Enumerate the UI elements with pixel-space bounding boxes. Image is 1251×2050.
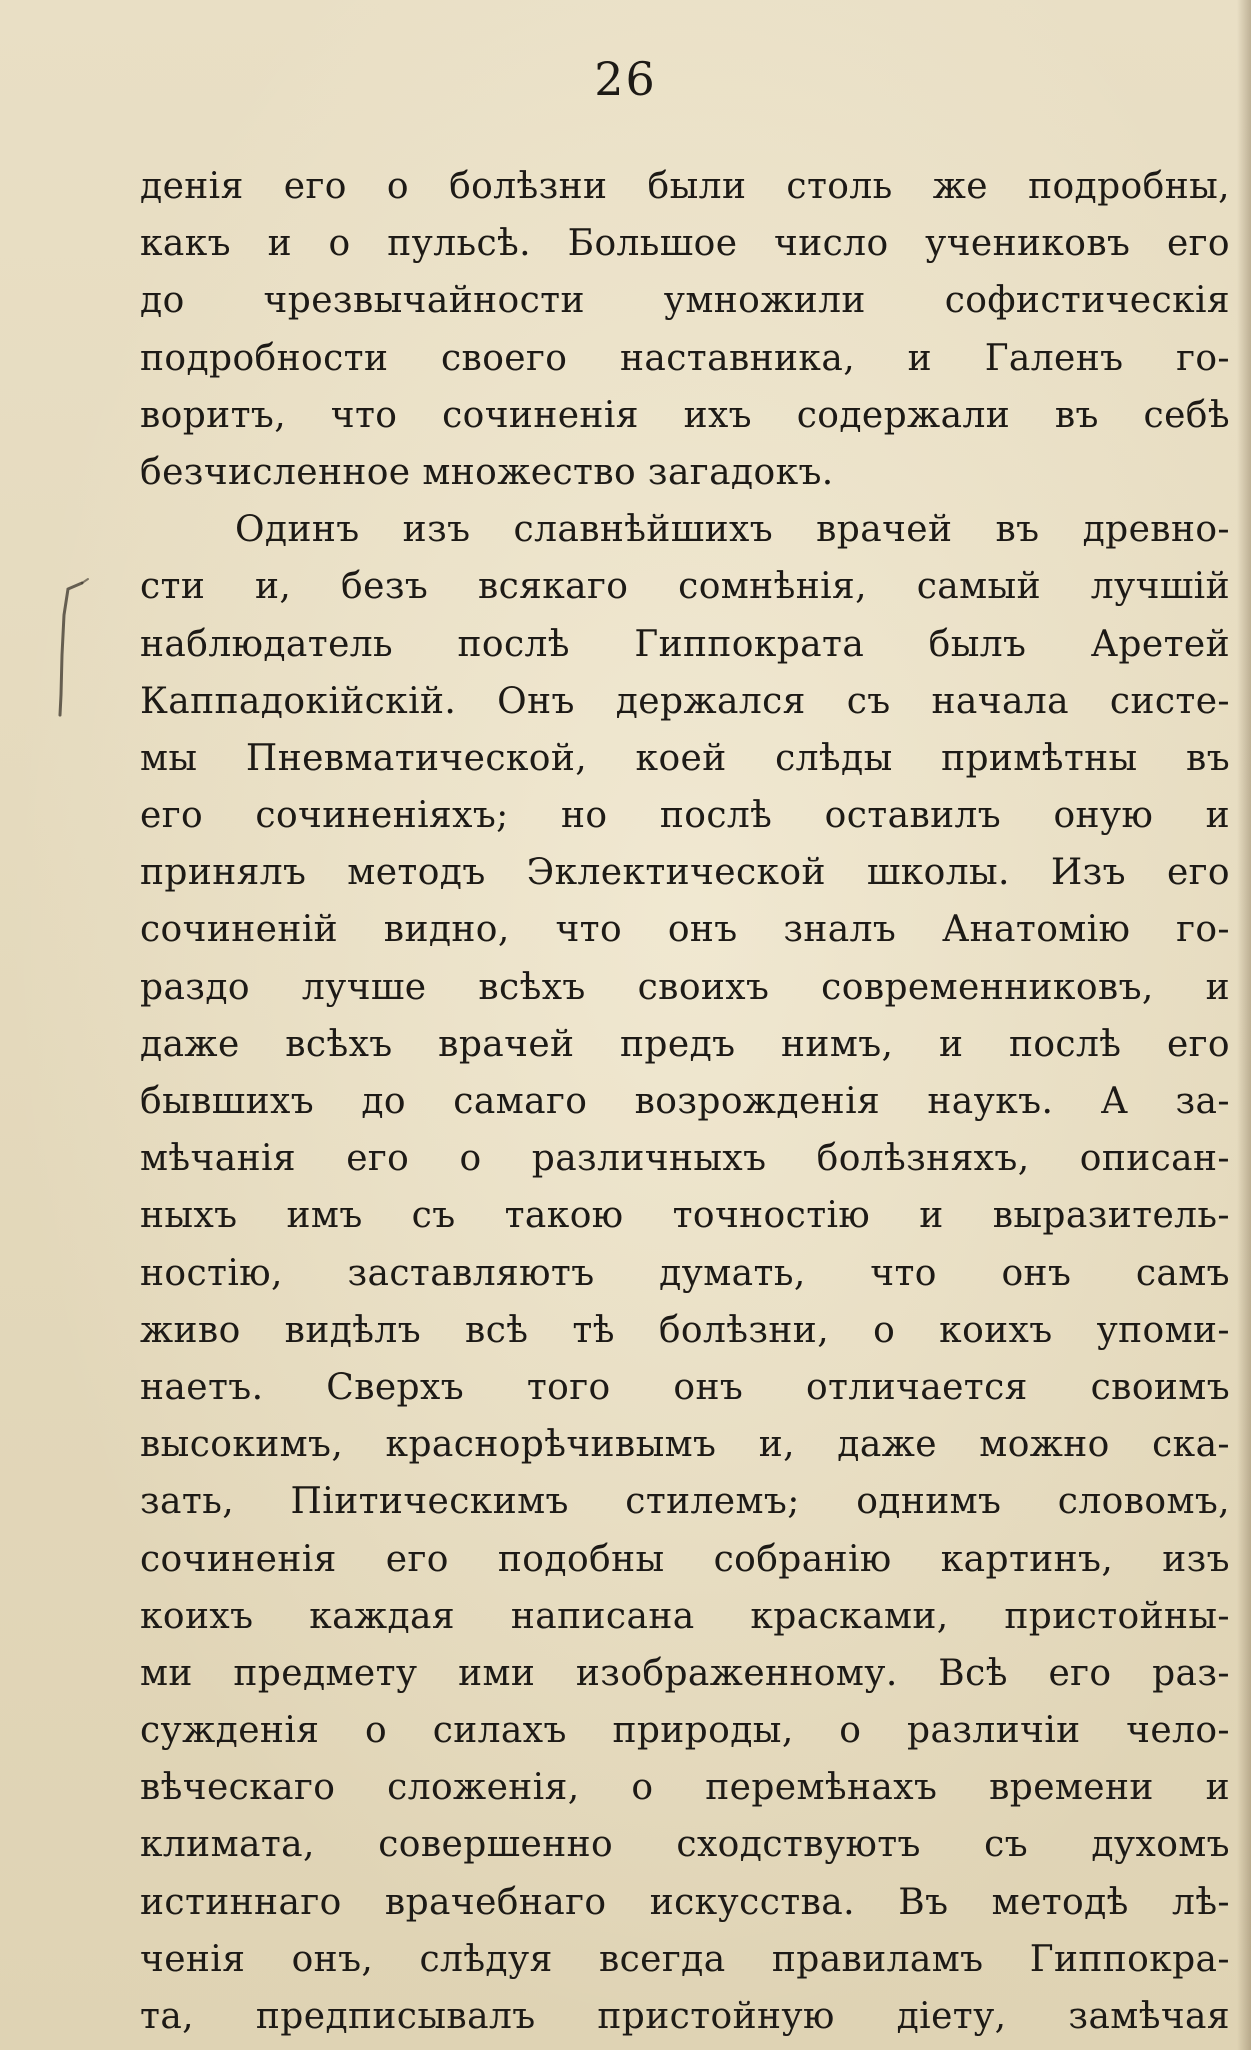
text-line: денія его о болѣзни были столь же подробны, xyxy=(140,166,1230,207)
text-line: подробности своего наставника, и Галенъ го- xyxy=(140,337,1230,379)
body-text xyxy=(140,158,1230,2045)
text-line: бывшихъ до самаго возрожденія наукъ. А за- xyxy=(140,1081,1230,1122)
text-line: коихъ каждая написана красками, пристойны- xyxy=(140,1595,1230,1637)
text-line: принялъ методъ Эклектической школы. Изъ его xyxy=(140,852,1230,894)
text-line: до чрезвычайности умножили софистическія xyxy=(140,280,1230,322)
text-line: сужденія о силахъ природы, о различіи чело- xyxy=(140,1710,1230,1752)
text-line: ныхъ имъ съ такою точностію и выразитель- xyxy=(140,1195,1230,1237)
text-line: Каппадокійскій. Онъ держался съ начала систе- xyxy=(140,680,1230,722)
text-line: ченія онъ, слѣдуя всегда правиламъ Гиппокра- xyxy=(140,1938,1230,1980)
text-line: сочиненій видно, что онъ зналъ Анатомію го- xyxy=(140,909,1230,951)
text-line: климата, совершенно сходствуютъ съ духомъ xyxy=(140,1824,1230,1866)
text-line: вѣческаго сложенія, о перемѣнахъ времени и xyxy=(140,1767,1230,1809)
text-line: безчисленное множество загадокъ. xyxy=(140,451,834,493)
text-line: живо видѣлъ всѣ тѣ болѣзни, о коихъ упоми- xyxy=(140,1309,1230,1351)
text-line: сти и, безъ всякаго сомнѣнія, самый лучшій xyxy=(140,566,1230,608)
text-line: мы Пневматической, коей слѣды примѣтны въ xyxy=(140,737,1230,779)
text-line: сочиненія его подобны собранію картинъ, изъ xyxy=(140,1538,1230,1580)
page-number: 26 xyxy=(594,52,657,106)
text-line: какъ и о пульсѣ. Большое число учениковъ его xyxy=(140,223,1230,265)
text-line: истиннаго врачебнаго искусства. Въ методѣ лѣ- xyxy=(140,1881,1230,1923)
text-line: зать, Піитическимъ стилемъ; однимъ словомъ, xyxy=(140,1481,1230,1523)
text-line: наетъ. Сверхъ того онъ отличается своимъ xyxy=(140,1366,1230,1408)
text-line: ми предмету ими изображенному. Всѣ его раз- xyxy=(140,1652,1230,1694)
paragraph-first-line: Одинъ изъ славнѣйшихъ врачей въ древно- xyxy=(235,509,1230,551)
text-line: мѣчанія его о различныхъ болѣзняхъ, описан- xyxy=(140,1138,1230,1180)
page-edge-shadow xyxy=(1237,0,1251,2050)
text-line: высокимъ, краснорѣчивымъ и, даже можно ска- xyxy=(140,1424,1230,1466)
text-line: наблюдатель послѣ Гиппократа былъ Аретей xyxy=(140,623,1230,665)
text-line: ностію, заставляютъ думать, что онъ самъ xyxy=(140,1252,1230,1294)
margin-pencil-mark xyxy=(52,575,92,720)
text-line: раздо лучше всѣхъ своихъ современниковъ, и xyxy=(140,966,1230,1008)
text-line: его сочиненіяхъ; но послѣ оставилъ оную и xyxy=(140,795,1230,837)
text-line: воритъ, что сочиненія ихъ содержали въ себѣ xyxy=(140,394,1230,436)
text-line: та, предписывалъ пристойную діету, замѣчая xyxy=(140,1996,1230,2037)
text-line: даже всѣхъ врачей предъ нимъ, и послѣ его xyxy=(140,1023,1230,1065)
